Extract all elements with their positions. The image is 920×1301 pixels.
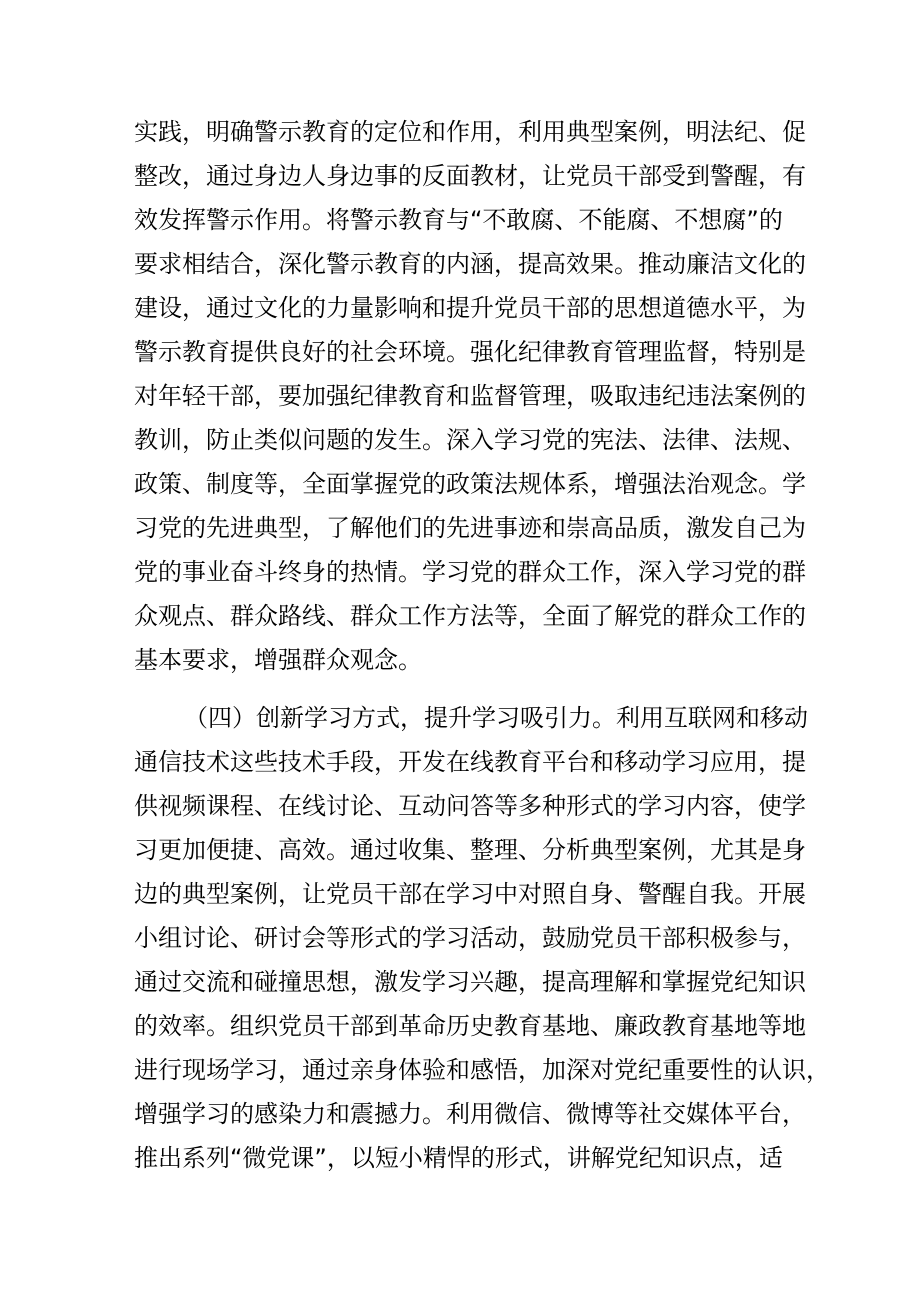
text-line: 小组讨论、研讨会等形式的学习活动，鼓励党员干部积极参与， <box>134 924 806 952</box>
text-line: 整改，通过身边人身边事的反面教材，让党员干部受到警醒，有 <box>134 162 806 190</box>
text-line: 建设，通过文化的力量影响和提升党员干部的思想道德水平，为 <box>134 294 806 322</box>
text-line: 的效率。组织党员干部到革命历史教育基地、廉政教育基地等地 <box>134 1012 806 1040</box>
text-line: 党的事业奋斗终身的热情。学习党的群众工作，深入学习党的群 <box>134 558 806 586</box>
text-line: 教训，防止类似问题的发生。深入学习党的宪法、法律、法规、 <box>134 426 806 454</box>
text-line: 边的典型案例，让党员干部在学习中对照自身、警醒自我。开展 <box>134 880 806 908</box>
text-line: 通过交流和碰撞思想，激发学习兴趣，提高理解和掌握党纪知识 <box>134 968 806 996</box>
text-line: 通信技术这些技术手段，开发在线教育平台和移动学习应用，提 <box>134 748 806 776</box>
text-line: 进行现场学习，通过亲身体验和感悟，加深对党纪重要性的认识， <box>134 1056 830 1084</box>
text-line: 供视频课程、在线讨论、互动问答等多种形式的学习内容，使学 <box>134 792 806 820</box>
text-line: 推出系列“微党课”，以短小精悍的形式，讲解党纪知识点，适 <box>134 1144 783 1172</box>
text-line: 众观点、群众路线、群众工作方法等，全面了解党的群众工作的 <box>134 602 806 630</box>
text-line: （四）创新学习方式，提升学习吸引力。利用互联网和移动 <box>184 704 808 732</box>
text-line: 基本要求，增强群众观念。 <box>134 646 422 674</box>
text-line: 习党的先进典型，了解他们的先进事迹和崇高品质，激发自己为 <box>134 514 806 542</box>
text-line: 要求相结合，深化警示教育的内涵，提高效果。推动廉洁文化的 <box>134 250 806 278</box>
text-line: 增强学习的感染力和震撼力。利用微信、微博等社交媒体平台， <box>134 1100 806 1128</box>
text-line: 效发挥警示作用。将警示教育与“不敢腐、不能腐、不想腐”的 <box>134 206 783 234</box>
text-line: 政策、制度等，全面掌握党的政策法规体系，增强法治观念。学 <box>134 470 806 498</box>
text-line: 实践，明确警示教育的定位和作用，利用典型案例，明法纪、促 <box>134 118 806 146</box>
text-line: 对年轻干部，要加强纪律教育和监督管理，吸取违纪违法案例的 <box>134 382 806 410</box>
text-line: 警示教育提供良好的社会环境。强化纪律教育管理监督，特别是 <box>134 338 806 366</box>
text-line: 习更加便捷、高效。通过收集、整理、分析典型案例，尤其是身 <box>134 836 806 864</box>
